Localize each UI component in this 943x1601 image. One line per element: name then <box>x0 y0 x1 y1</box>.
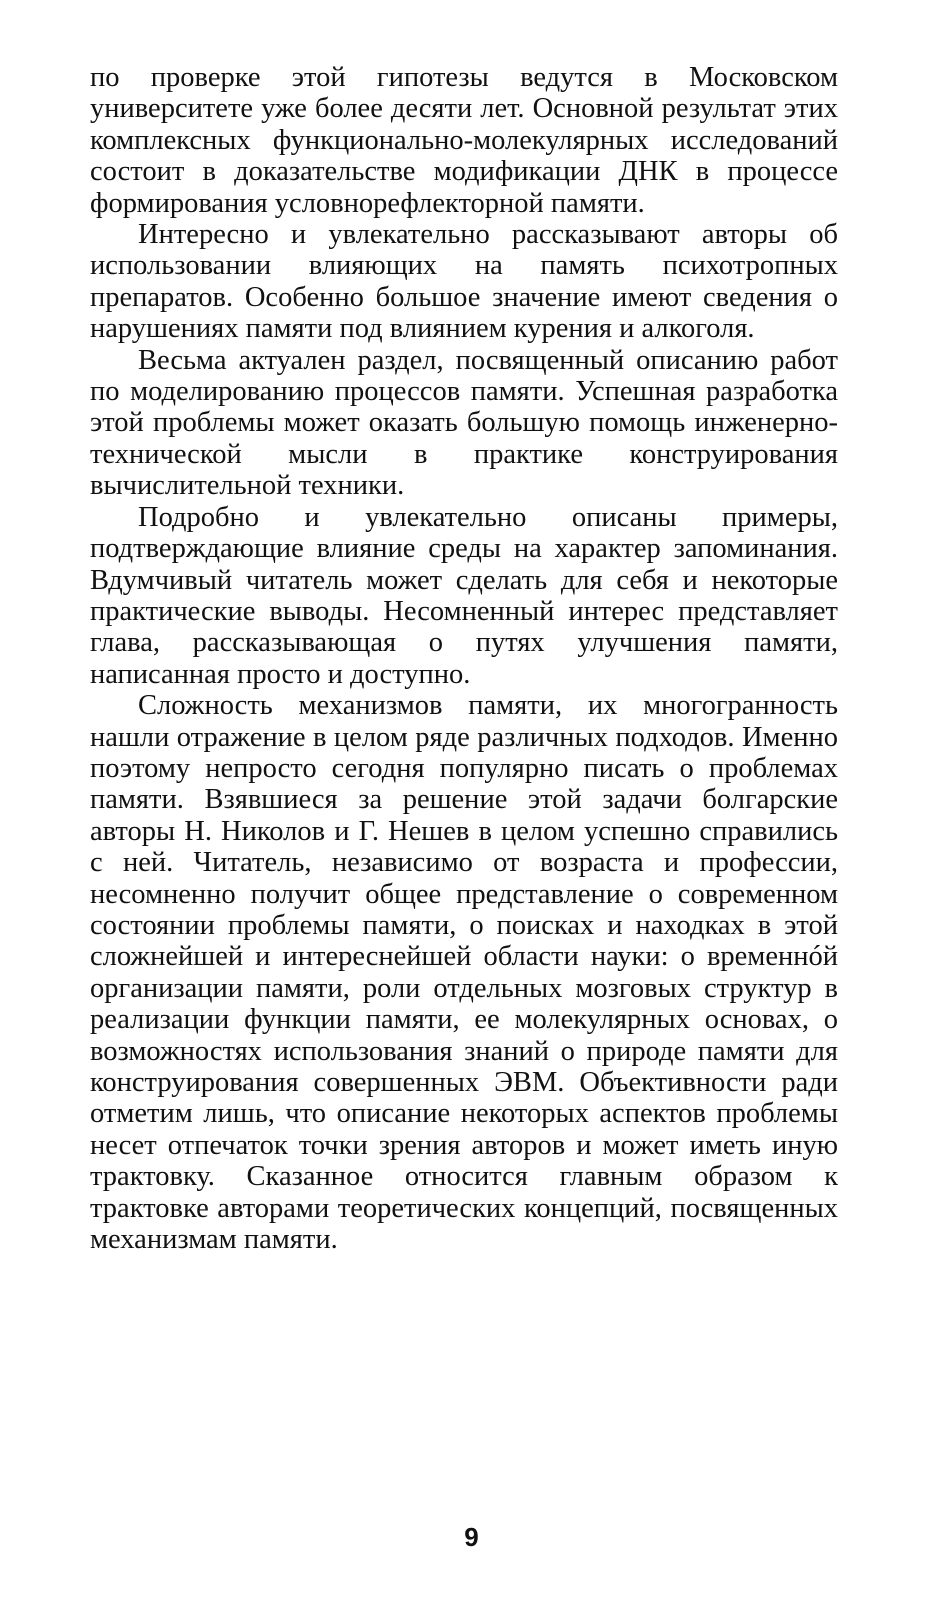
paragraph-continuation: по проверке этой гипотезы ведутся в Московском университете уже более десяти лет. Основной результат этих комплексных функционально-молекулярных исследований состоит в доказательстве модификации ДНК в процессе формирования условнорефлекторной памяти. <box>90 62 838 219</box>
paragraph-psychotropic: Интересно и увлекательно рассказывают авторы об использовании влияющих на память психотропных препаратов. Особенно большое значение имеют сведения о нарушениях памяти под влиянием курения и алкоголя. <box>90 219 838 345</box>
page-body <box>90 62 838 1255</box>
paragraph-environment: Подробно и увлекательно описаны примеры, подтверждающие влияние среды на характер запоминания. Вдумчивый читатель может сделать для себя и некоторые практические выводы. Несомненный интерес представляет глава, рассказывающая о путях улучшения памяти, написанная просто и доступно. <box>90 501 838 690</box>
paragraph-modeling: Весьма актуален раздел, посвященный описанию работ по моделированию процессов памяти. Успешная разработка этой проблемы может оказать большую помощь инженерно-технической мысли в практике конструирования вычислительной техники. <box>90 344 838 502</box>
page-number: 9 <box>464 1522 479 1552</box>
paragraph-complexity: Сложность механизмов памяти, их многогранность нашли отражение в целом ряде различных подходов. Именно поэтому непросто сегодня популярно писать о проблемах памяти. Взявшиеся за решение этой задачи болгарские авторы Н. Николов и Г. Нешев в целом успешно справились с ней. Читатель, независимо от возраста и профессии, несомненно получит общее представление о современном состоянии проблемы памяти, о поисках и находках в этой сложнейшей и интереснейшей области науки: о временнóй организации памяти, роли отдельных мозговых структур в реализации функции памяти, ее молекулярных основах, о возможностях использования знаний о природе памяти для конструирования совершенных ЭВМ. Объективности ради отметим лишь, что описание некоторых аспектов проблемы несет отпечаток точки зрения авторов и может иметь иную трактовку. Сказанное относится главным образом к трактовке авторами теоретических концепций, посвященных механизмам памяти. <box>90 690 838 1256</box>
